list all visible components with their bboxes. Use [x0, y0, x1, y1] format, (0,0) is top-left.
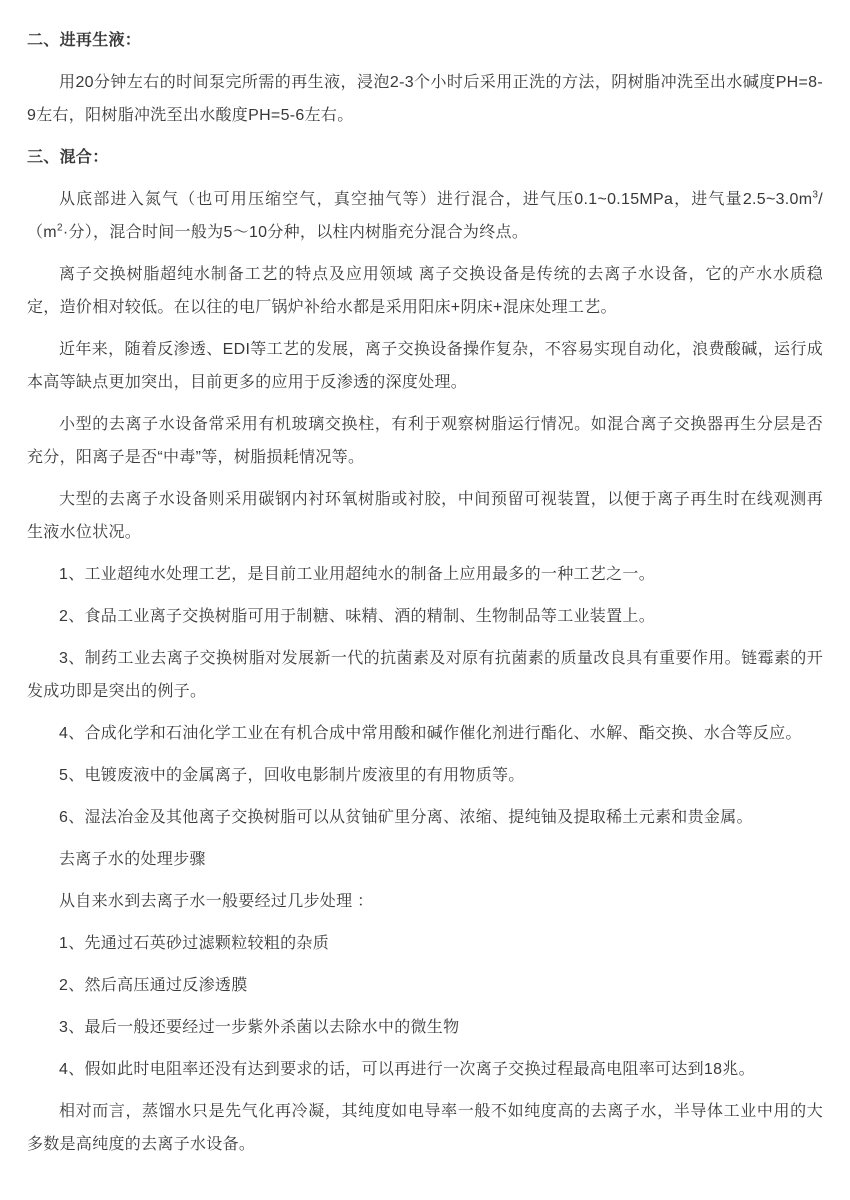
para-large-equipment: 大型的去离子水设备则采用碳钢内衬环氧树脂或衬胶，中间预留可视装置，以便于离子再生时在线观测再生液水位状况。: [27, 491, 823, 541]
application-item-6: 6、湿法冶金及其他离子交换树脂可以从贫铀矿里分离、浓缩、提纯铀及提取稀土元素和贵金属。: [59, 809, 753, 826]
step-item-4: 4、假如此时电阻率还没有达到要求的话，可以再进行一次离子交换过程最高电阻率可达到18兆。: [59, 1061, 755, 1078]
application-item-2: 2、食品工业离子交换树脂可用于制糖、味精、酒的精制、生物制品等工业装置上。: [59, 608, 655, 625]
application-item-5: 5、电镀废液中的金属离子，回收电影制片废液里的有用物质等。: [59, 767, 525, 784]
para-small-equipment: 小型的去离子水设备常采用有机玻璃交换柱，有利于观察树脂运行情况。如混合离子交换器再生分层是否充分，阳离子是否“中毒”等，树脂损耗情况等。: [27, 416, 823, 466]
application-item-3: 3、制药工业去离子交换树脂对发展新一代的抗菌素及对原有抗菌素的质量改良具有重要作用。链霉素的开发成功即是突出的例子。: [27, 650, 823, 700]
para-conclusion: 相对而言，蒸馏水只是先气化再冷凝，其纯度如电导率一般不如纯度高的去离子水，半导体工业中用的大多数是高纯度的去离子水设备。: [27, 1103, 823, 1153]
text-segment: /（m: [27, 191, 823, 241]
text-segment: ·分），混合时间一般为5～10分种，以柱内树脂充分混合为终点。: [62, 224, 529, 241]
para-regeneration-liquid: 用20分钟左右的时间泵完所需的再生液，浸泡2-3个小时后采用正洗的方法，阴树脂冲洗至出水碱度PH=8-9左右，阳树脂冲洗至出水酸度PH=5-6左右。: [27, 74, 823, 124]
para-recent-years: 近年来，随着反渗透、EDI等工艺的发展，离子交换设备操作复杂，不容易实现自动化，浪费酸碱，运行成本高等缺点更加突出，目前更多的应用于反渗透的深度处理。: [27, 341, 823, 391]
step-item-1: 1、先通过石英砂过滤颗粒较粗的杂质: [59, 935, 329, 952]
para-steps-intro: 从自来水到去离子水一般要经过几步处理 ：: [59, 893, 374, 910]
application-item-1: 1、工业超纯水处理工艺，是目前工业用超纯水的制备上应用最多的一种工艺之一。: [59, 566, 655, 583]
para-steps-title: 去离子水的处理步骤: [59, 851, 206, 868]
step-item-2: 2、然后高压通过反渗透膜: [59, 977, 248, 994]
superscript-squared: 2: [56, 222, 63, 234]
step-item-3: 3、最后一般还要经过一步紫外杀菌以去除水中的微生物: [59, 1019, 460, 1036]
superscript-cubed: 3: [812, 189, 819, 201]
para-gas-mixing: [27, 183, 823, 249]
application-item-4: 4、合成化学和石油化学工业在有机合成中常用酸和碱作催化剂进行酯化、水解、酯交换、水合等反应。: [59, 725, 802, 742]
para-process-overview: 离子交换树脂超纯水制备工艺的特点及应用领域 离子交换设备是传统的去离子水设备，它的产水水质稳定，造价相对较低。在以往的电厂锅炉补给水都是采用阳床+阴床+混床处理工艺。: [27, 266, 823, 316]
text-segment: 从底部进入氮气（也可用压缩空气，真空抽气等）进行混合，进气压0.1~0.15MPa，进气量2.5~3.0m: [59, 191, 813, 208]
section-heading-regeneration-liquid: 二、进再生液：: [27, 32, 142, 49]
section-heading-mixing: 三、混合：: [27, 149, 109, 166]
